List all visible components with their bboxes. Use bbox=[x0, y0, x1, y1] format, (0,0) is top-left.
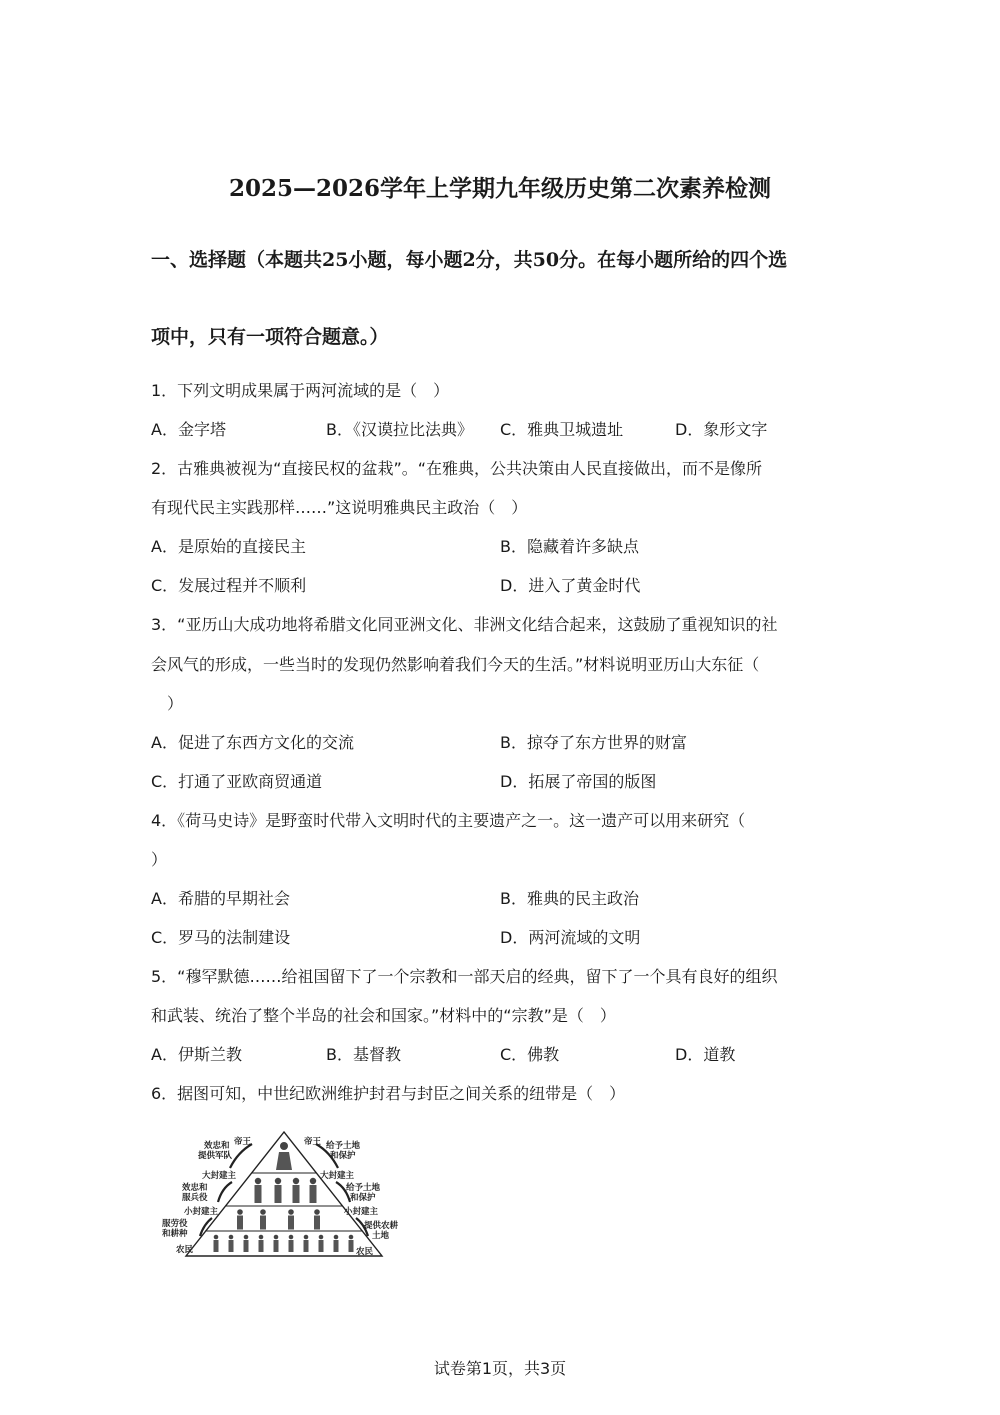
question-5-option-d: D．道教 bbox=[675, 1045, 736, 1064]
question-1-option-c: C．雅典卫城遗址 bbox=[500, 420, 624, 439]
great-lords-figure-icon bbox=[255, 1178, 317, 1203]
question-4-option-b: B．雅典的民主政治 bbox=[500, 889, 639, 908]
question-4-stem-line1: 4．《荷马史诗》是野蛮时代带入文明时代的主要遗产之一。这一遗产可以用来研究（ bbox=[151, 811, 746, 830]
fig-label-left2b: 服兵役 bbox=[182, 1193, 208, 1203]
fig-label-left1b: 提供军队 bbox=[198, 1151, 233, 1161]
question-1-stem: 1．下列文明成果属于两河流域的是（ ） bbox=[151, 381, 450, 400]
question-2-option-d: D．进入了黄金时代 bbox=[500, 576, 641, 595]
fig-label-right2b: 和保护 bbox=[350, 1193, 376, 1203]
question-5-option-c: C．佛教 bbox=[500, 1045, 560, 1064]
question-3-stem-line1: 3．“亚历山大成功地将希腊文化同亚洲文化、非洲文化结合起来，这鼓励了重视知识的社 bbox=[151, 615, 778, 634]
question-4-stem-line2: ） bbox=[151, 850, 168, 869]
fig-label-right1b: 和保护 bbox=[330, 1151, 356, 1161]
section-heading-line1: 一、选择题（本题共25小题，每小题2分，共50分。在每小题所给的四个选 bbox=[151, 249, 788, 271]
fig-label-right3: 提供农耕 bbox=[364, 1221, 399, 1231]
fig-label-left3: 服劳役 bbox=[162, 1219, 188, 1229]
question-3-stem-line3: ） bbox=[151, 694, 184, 713]
fig-label-left1: 效忠和 bbox=[204, 1141, 230, 1151]
fig-label-king-right: 帝王 bbox=[304, 1137, 322, 1147]
question-3-stem-line2: 会风气的形成，一些当时的发现仍然影响着我们今天的生活。”材料说明亚历山大东征（ bbox=[151, 655, 760, 674]
peasants-figure-icon bbox=[214, 1235, 354, 1252]
question-4-option-c: C．罗马的法制建设 bbox=[151, 928, 291, 947]
question-5-stem-line2: 和武装、统治了整个半岛的社会和国家。”材料中的“宗教”是（ ） bbox=[151, 1006, 616, 1025]
fig-label-right1: 给予土地 bbox=[326, 1141, 361, 1151]
page-title: 2025—2026学年上学期九年级历史第二次素养检测 bbox=[228, 175, 772, 202]
arrow-left-middle-icon bbox=[218, 1182, 232, 1202]
question-4-option-d: D．两河流域的文明 bbox=[500, 928, 641, 947]
arrow-left-lower-icon bbox=[200, 1218, 212, 1236]
fig-label-peasant-left: 农民 bbox=[176, 1245, 194, 1255]
fig-label-big-lord-right: 大封建主 bbox=[320, 1171, 355, 1181]
question-5-stem-line1: 5．“穆罕默德……给祖国留下了一个宗教和一部天启的经典，留下了一个具有良好的组织 bbox=[151, 967, 778, 986]
question-3-option-b: B．掠夺了东方世界的财富 bbox=[500, 733, 687, 752]
question-2-option-b: B．隐藏着许多缺点 bbox=[500, 537, 639, 556]
question-2-option-c: C．发展过程并不顺利 bbox=[151, 576, 307, 595]
fig-label-peasant-right: 农民 bbox=[356, 1247, 374, 1257]
question-5-option-b: B．基督教 bbox=[326, 1045, 401, 1064]
fig-label-small-lord-right: 小封建主 bbox=[344, 1207, 379, 1217]
question-3-option-d: D．拓展了帝国的版图 bbox=[500, 772, 657, 791]
section-heading-line2: 项中，只有一项符合题意。） bbox=[151, 326, 389, 348]
question-5-option-a: A．伊斯兰教 bbox=[151, 1045, 242, 1064]
question-1-option-a: A．金字塔 bbox=[151, 420, 226, 439]
question-2-stem-line2: 有现代民主实践那样……”这说明雅典民主政治（ ） bbox=[151, 498, 528, 517]
question-1-option-b: B．《汉谟拉比法典》 bbox=[326, 420, 473, 439]
question-3-option-a: A．促进了东西方文化的交流 bbox=[151, 733, 354, 752]
arrow-left-upper-icon bbox=[230, 1144, 252, 1168]
question-4-option-a: A．希腊的早期社会 bbox=[151, 889, 290, 908]
fig-label-small-lord-left: 小封建主 bbox=[184, 1207, 219, 1217]
fig-label-left2: 效忠和 bbox=[182, 1183, 208, 1193]
fig-label-king-left: 帝王 bbox=[234, 1137, 252, 1147]
fig-label-right2: 给予土地 bbox=[346, 1183, 381, 1193]
question-2-option-a: A．是原始的直接民主 bbox=[151, 537, 306, 556]
feudal-hierarchy-figure bbox=[160, 1128, 408, 1266]
fig-label-right3b: 土地 bbox=[372, 1231, 390, 1241]
fig-label-left3b: 和耕种 bbox=[162, 1229, 188, 1239]
feudal-pyramid-diagram bbox=[160, 1128, 408, 1266]
small-lords-figure-icon bbox=[237, 1209, 320, 1229]
question-3-option-c: C．打通了亚欧商贸通道 bbox=[151, 772, 323, 791]
page-footer: 试卷第1页，共3页 bbox=[433, 1359, 567, 1378]
question-6-stem: 6．据图可知，中世纪欧洲维护封君与封臣之间关系的纽带是（ ） bbox=[151, 1084, 626, 1103]
fig-label-big-lord-left: 大封建主 bbox=[202, 1171, 237, 1181]
question-2-stem-line1: 2．古雅典被视为“直接民权的盆栽”。“在雅典，公共决策由人民直接做出，而不是像所 bbox=[151, 459, 763, 478]
question-1-option-d: D．象形文字 bbox=[675, 420, 768, 439]
king-figure-icon bbox=[276, 1142, 292, 1170]
